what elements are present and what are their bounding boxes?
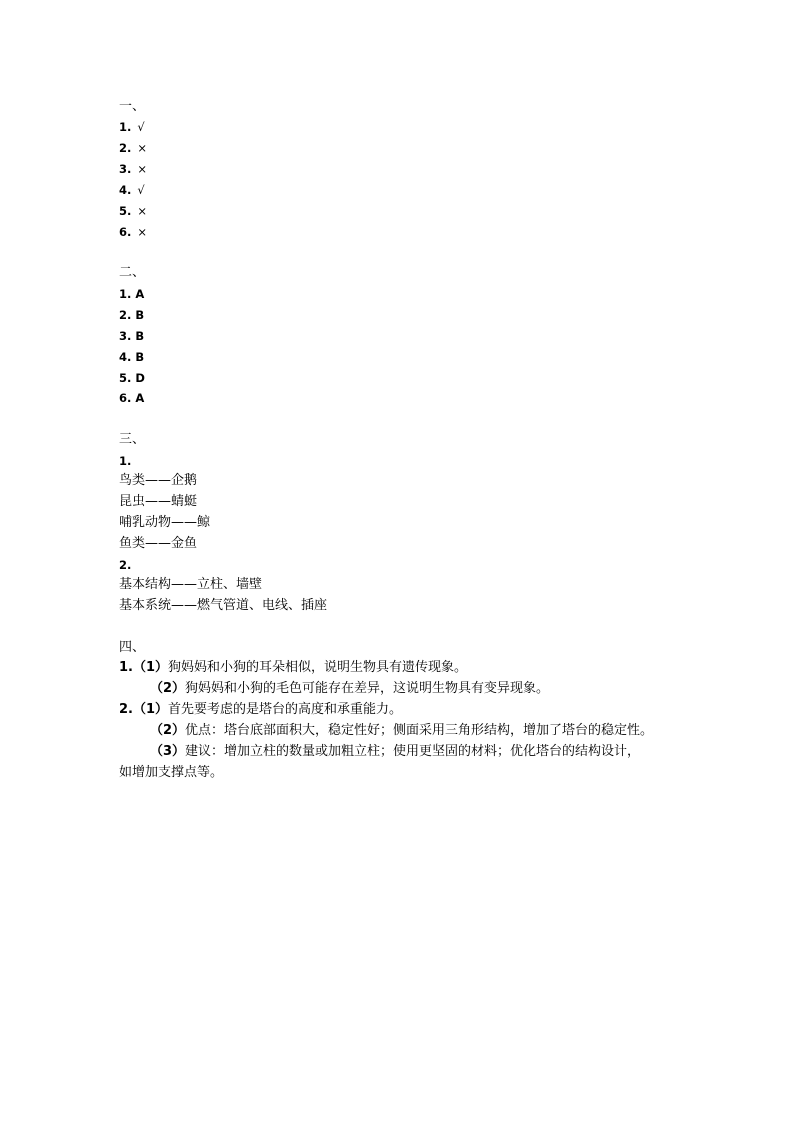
answer-text: 优点：塔台底部面积大，稳定性好；侧面采用三角形结构，增加了塔台的稳定性。 <box>185 723 654 738</box>
question-label: 2. <box>119 702 133 717</box>
section-1-item <box>119 138 147 158</box>
item-mark: × <box>137 204 148 218</box>
answer-text: 建议：增加立柱的数量或加粗立柱；使用更坚固的材料；优化塔台的结构设计， <box>185 744 641 759</box>
section-2-item: 6. A <box>119 391 145 405</box>
item-mark: × <box>137 162 148 176</box>
answer-line <box>119 658 467 678</box>
match-line: 基本系统——燃气管道、电线、插座 <box>119 598 328 613</box>
section-3-heading: 三、 <box>119 432 146 447</box>
sub-number: （2） <box>150 681 186 696</box>
item-number: 6. <box>119 225 132 239</box>
match-line: 哺乳动物——鲸 <box>119 515 211 530</box>
match-line: 鸟类——企鹅 <box>119 473 198 488</box>
answer-text: 首先要考虑的是塔台的高度和承重能力。 <box>168 702 403 717</box>
sub-number: （2） <box>150 723 186 738</box>
section-1-item <box>119 201 147 221</box>
item-number: 4. <box>119 183 132 197</box>
section-4-heading: 四、 <box>119 640 146 655</box>
item-number: 2. <box>119 141 132 155</box>
item-number: 1. <box>119 120 132 134</box>
sub-number: （3） <box>150 744 186 759</box>
sub-number: （1） <box>132 660 169 675</box>
answer-line <box>150 721 653 741</box>
answer-line-continuation: 如增加支撑点等。 <box>119 765 224 780</box>
answer-text: 狗妈妈和小狗的耳朵相似，说明生物具有遗传现象。 <box>168 660 468 675</box>
section-1-item <box>119 117 145 137</box>
answer-text: 狗妈妈和小狗的毛色可能存在差异，这说明生物具有变异现象。 <box>185 681 550 696</box>
item-mark: × <box>137 225 148 239</box>
answer-line <box>150 679 549 699</box>
answer-line <box>119 700 402 720</box>
section-1-item <box>119 222 147 242</box>
section-1-item <box>119 159 147 179</box>
section-2-item: 4. B <box>119 350 145 364</box>
section-2-item: 3. B <box>119 329 145 343</box>
question-label: 2. <box>119 558 132 572</box>
section-2-item: 1. A <box>119 287 145 301</box>
section-2-item: 5. D <box>119 371 145 385</box>
item-mark: √ <box>137 183 145 197</box>
item-mark: × <box>137 141 148 155</box>
section-1-heading: 一、 <box>119 99 146 114</box>
section-1-item <box>119 180 145 200</box>
question-label: 1. <box>119 660 133 675</box>
question-label: 1. <box>119 454 132 468</box>
sub-number: （1） <box>132 702 169 717</box>
match-line: 鱼类——金鱼 <box>119 536 198 551</box>
item-number: 5. <box>119 204 132 218</box>
item-number: 3. <box>119 162 132 176</box>
match-line: 昆虫——蜻蜓 <box>119 494 198 509</box>
match-line: 基本结构——立柱、墙壁 <box>119 577 263 592</box>
answer-line <box>150 742 640 762</box>
section-2-heading: 二、 <box>119 265 146 280</box>
section-2-item: 2. B <box>119 308 145 322</box>
item-mark: √ <box>137 120 145 134</box>
